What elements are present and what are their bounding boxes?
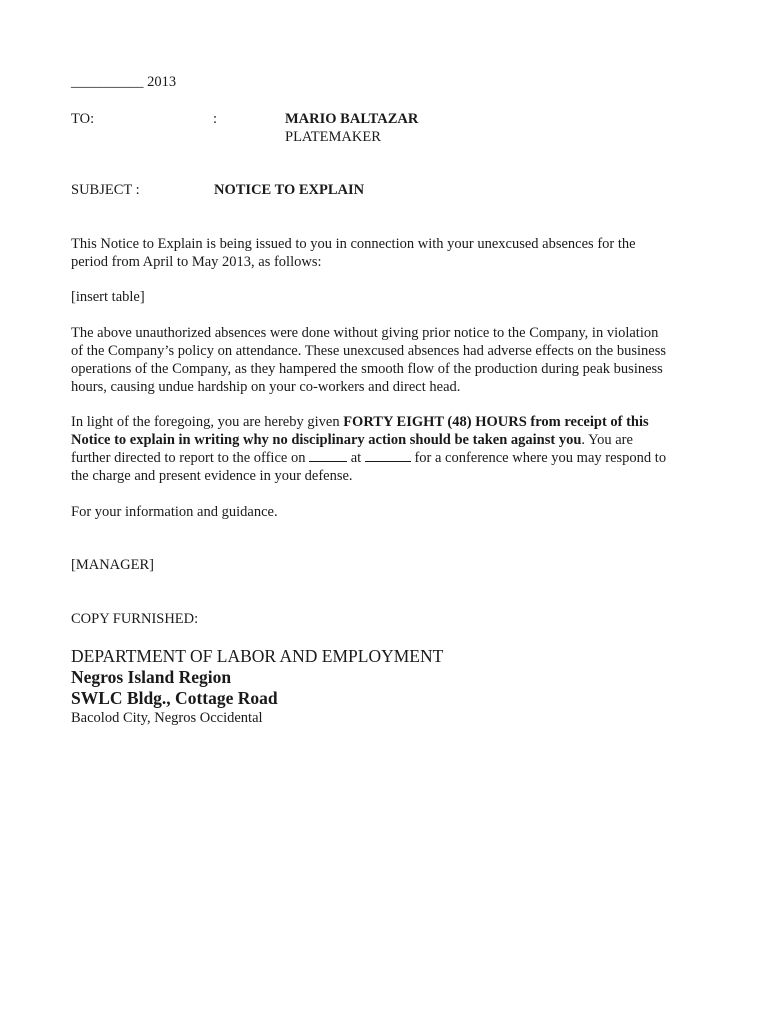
recipient-name: MARIO BALTAZAR — [285, 111, 419, 127]
paragraph-line — [71, 431, 696, 449]
paragraph-line — [71, 449, 696, 467]
copy-furnished-label: COPY FURNISHED: — [71, 611, 199, 627]
to-label: TO: — [71, 111, 95, 127]
directive-text: at — [347, 450, 365, 466]
closing-line: For your information and guidance. — [71, 504, 278, 520]
copy-furnished-org: DEPARTMENT OF LABOR AND EMPLOYMENT — [71, 646, 444, 666]
paragraph-line: period from April to May 2013, as follows: — [71, 254, 322, 270]
paragraph-intro — [71, 235, 696, 271]
subject-value: NOTICE TO EXPLAIN — [214, 182, 365, 198]
signatory: [MANAGER] — [71, 557, 154, 573]
date-line — [71, 73, 176, 91]
directive-deadline: FORTY EIGHT (48) HOURS from receipt of this — [343, 414, 649, 430]
directive-text: further directed to report to the office on — [71, 450, 310, 466]
paragraph-line: of the Company’s policy on attendance. These unexcused absences had adverse effects on the business — [71, 343, 666, 359]
copy-furnished-city: Bacolod City, Negros Occidental — [71, 710, 263, 726]
copy-furnished-region: Negros Island Region — [71, 667, 232, 687]
copy-furnished-building: SWLC Bldg., Cottage Road — [71, 688, 278, 708]
directive-text: . You are — [581, 432, 633, 448]
paragraph-line: hours, causing undue hardship on your co-workers and direct head. — [71, 379, 461, 395]
to-colon: : — [213, 111, 218, 127]
paragraph-directive — [71, 413, 696, 485]
paragraph-line — [71, 413, 696, 431]
paragraph-absences — [71, 324, 696, 396]
directive-text: for a conference where you may respond to — [410, 450, 667, 466]
date-blank: __________ — [71, 74, 144, 90]
paragraph-line: The above unauthorized absences were done without giving prior notice to the Company, in violation — [71, 325, 659, 341]
directive-text: In light of the foregoing, you are hereby given — [71, 414, 344, 430]
paragraph-line: the charge and present evidence in your defense. — [71, 468, 353, 484]
table-placeholder: [insert table] — [71, 289, 145, 305]
paragraph-line: operations of the Company, as they hampered the smooth flow of the production during peak business — [71, 361, 663, 377]
subject-label: SUBJECT : — [71, 182, 140, 198]
time-blank-field — [365, 449, 411, 462]
date-blank-field — [309, 449, 347, 462]
paragraph-line: This Notice to Explain is being issued to you in connection with your unexcused absences for the — [71, 236, 636, 252]
date-year: 2013 — [147, 74, 177, 90]
recipient-position: PLATEMAKER — [285, 129, 381, 145]
directive-instruction: Notice to explain in writing why no disciplinary action should be taken against you — [71, 432, 582, 448]
